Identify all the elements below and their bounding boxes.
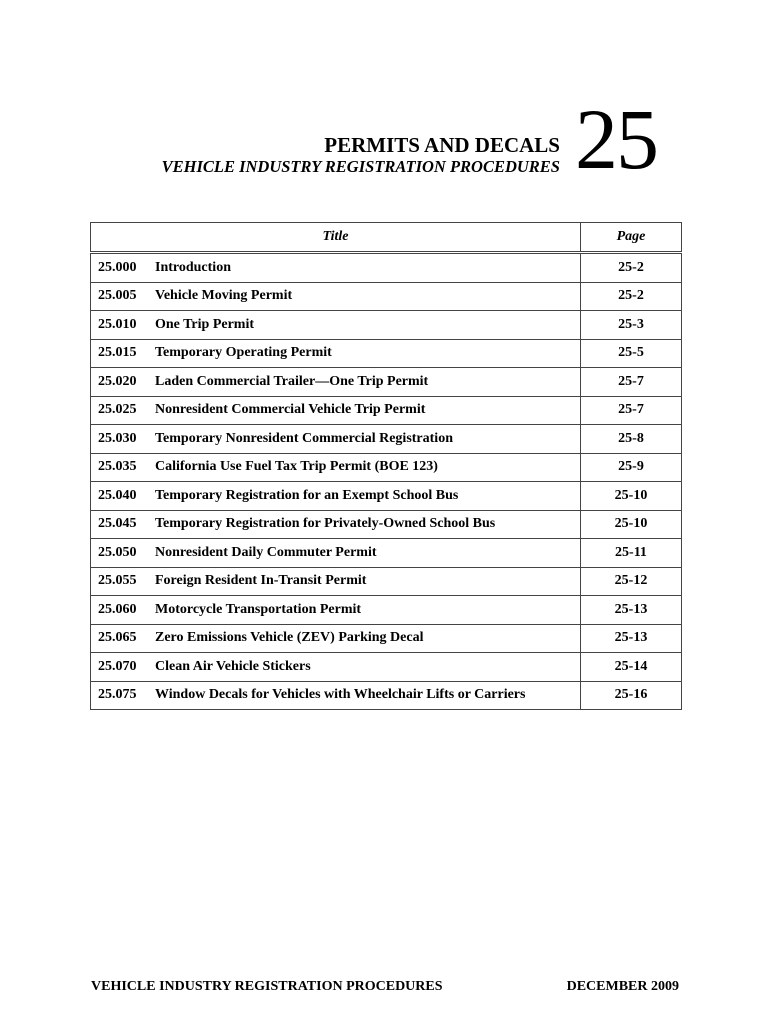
- entry-title-cell: [91, 368, 581, 397]
- page-number: 25-13: [581, 624, 682, 653]
- entry-title-cell: [91, 539, 581, 568]
- section-title: Vehicle Moving Permit: [155, 288, 293, 304]
- section-number: 25.075: [98, 687, 137, 703]
- page-number: 25-8: [581, 425, 682, 454]
- table-row: [91, 539, 682, 568]
- chapter-number: 25: [575, 91, 657, 187]
- section-title: Window Decals for Vehicles with Wheelchair Lifts or Carriers: [155, 687, 526, 703]
- section-number: 25.040: [98, 487, 137, 503]
- chapter-header: [0, 0, 770, 200]
- column-header-page: Page: [581, 223, 682, 253]
- section-title: Introduction: [155, 259, 231, 275]
- section-number: 25.010: [98, 316, 137, 332]
- entry-title-cell: [91, 339, 581, 368]
- entry-title-cell: [91, 396, 581, 425]
- section-title: Foreign Resident In-Transit Permit: [155, 573, 367, 589]
- footer-publication-title: VEHICLE INDUSTRY REGISTRATION PROCEDURES: [91, 979, 443, 994]
- entry-title-cell: [91, 253, 581, 283]
- section-number: 25.015: [98, 345, 137, 361]
- section-title: Clean Air Vehicle Stickers: [155, 658, 311, 674]
- page-number: 25-9: [581, 453, 682, 482]
- entry-title-cell: [91, 624, 581, 653]
- page-number: 25-13: [581, 596, 682, 625]
- table-of-contents: [90, 222, 682, 710]
- table-row: [91, 681, 682, 710]
- page-number: 25-2: [581, 253, 682, 283]
- page-number: 25-10: [581, 510, 682, 539]
- page-number: 25-7: [581, 396, 682, 425]
- table-row: [91, 596, 682, 625]
- entry-title-cell: [91, 482, 581, 511]
- page-number: 25-11: [581, 539, 682, 568]
- entry-title-cell: [91, 510, 581, 539]
- section-title: Motorcycle Transportation Permit: [155, 601, 362, 617]
- section-title: Temporary Registration for an Exempt School Bus: [155, 487, 459, 503]
- section-number: 25.035: [98, 459, 137, 475]
- entry-title-cell: [91, 681, 581, 710]
- table-row: [91, 653, 682, 682]
- table-row: [91, 282, 682, 311]
- section-number: 25.065: [98, 630, 137, 646]
- section-number: 25.030: [98, 430, 137, 446]
- page-number: 25-12: [581, 567, 682, 596]
- section-number: 25.045: [98, 516, 137, 532]
- table-row: [91, 624, 682, 653]
- section-number: 25.000: [98, 259, 137, 275]
- table-row: [91, 311, 682, 340]
- section-title: One Trip Permit: [155, 316, 255, 332]
- page-number: 25-5: [581, 339, 682, 368]
- section-title: Temporary Operating Permit: [155, 345, 332, 361]
- section-number: 25.070: [98, 658, 137, 674]
- table-row: [91, 368, 682, 397]
- section-number: 25.055: [98, 573, 137, 589]
- page-number: 25-16: [581, 681, 682, 710]
- entry-title-cell: [91, 567, 581, 596]
- section-title: Laden Commercial Trailer—One Trip Permit: [155, 373, 429, 389]
- entry-title-cell: [91, 311, 581, 340]
- section-number: 25.060: [98, 601, 137, 617]
- section-title: Temporary Registration for Privately-Owned School Bus: [155, 516, 496, 532]
- table-row: [91, 253, 682, 283]
- page-number: 25-3: [581, 311, 682, 340]
- section-title: Zero Emissions Vehicle (ZEV) Parking Decal: [155, 630, 424, 646]
- page-number: 25-2: [581, 282, 682, 311]
- table-body: [91, 253, 682, 710]
- table-row: [91, 567, 682, 596]
- section-number: 25.050: [98, 544, 137, 560]
- table-row: [91, 510, 682, 539]
- section-number: 25.005: [98, 288, 137, 304]
- chapter-title: PERMITS AND DECALS: [324, 133, 560, 157]
- table-row: [91, 396, 682, 425]
- footer-date: DECEMBER 2009: [566, 979, 679, 994]
- page-number: 25-14: [581, 653, 682, 682]
- column-header-title: Title: [91, 223, 581, 253]
- page-number: 25-10: [581, 482, 682, 511]
- section-number: 25.025: [98, 402, 137, 418]
- entry-title-cell: [91, 425, 581, 454]
- table-header-row: [91, 223, 682, 253]
- table-row: [91, 425, 682, 454]
- section-title: Temporary Nonresident Commercial Registration: [155, 430, 453, 446]
- entry-title-cell: [91, 453, 581, 482]
- entry-title-cell: [91, 282, 581, 311]
- table-row: [91, 339, 682, 368]
- section-title: Nonresident Commercial Vehicle Trip Permit: [155, 402, 426, 418]
- section-title: California Use Fuel Tax Trip Permit (BOE 123): [155, 459, 438, 475]
- page-number: 25-7: [581, 368, 682, 397]
- entry-title-cell: [91, 653, 581, 682]
- table-row: [91, 482, 682, 511]
- entry-title-cell: [91, 596, 581, 625]
- table-row: [91, 453, 682, 482]
- chapter-subtitle: VEHICLE INDUSTRY REGISTRATION PROCEDURES: [161, 157, 560, 176]
- section-number: 25.020: [98, 373, 137, 389]
- section-title: Nonresident Daily Commuter Permit: [155, 544, 377, 560]
